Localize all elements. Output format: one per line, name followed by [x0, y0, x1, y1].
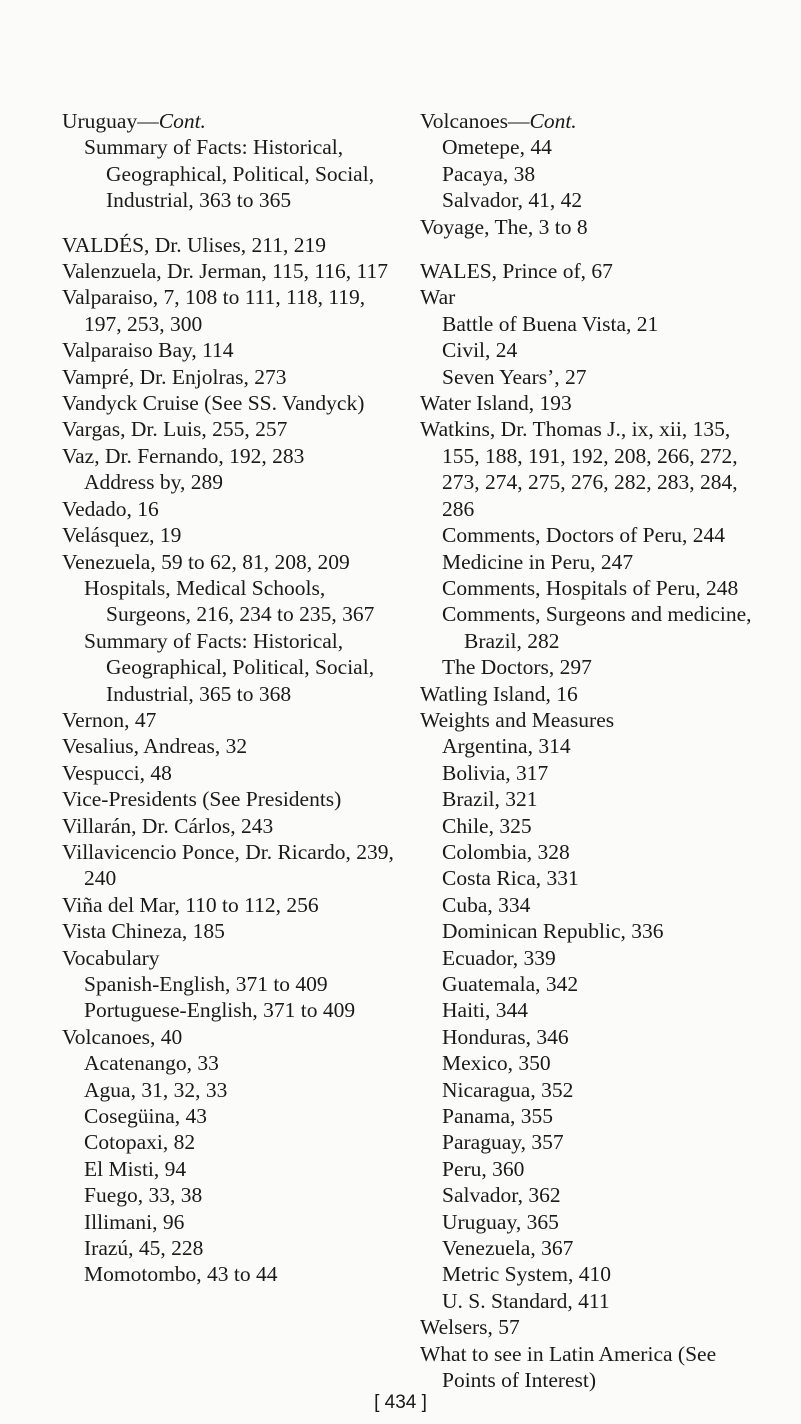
entry-text: The Doctors, 297: [442, 655, 592, 680]
entry-text: U. S. Standard, 411: [442, 1288, 610, 1313]
entry-text: Volcanoes, 40: [62, 1024, 183, 1049]
entry-text: Haiti, 344: [442, 998, 528, 1023]
index-subentry: [62, 1050, 402, 1076]
entry-text: Chile, 325: [442, 813, 532, 838]
entry-text: Argentina, 314: [442, 734, 571, 759]
entry-text: El Misti, 94: [84, 1156, 187, 1181]
entry-text: Medicine in Peru, 247: [442, 549, 634, 574]
index-subentry: [420, 813, 765, 839]
page-number-value: 434: [384, 1392, 417, 1413]
entry-text: Acatenango, 33: [84, 1051, 219, 1076]
entry-text: Bolivia, 317: [442, 760, 549, 785]
index-entry: [420, 390, 765, 416]
index-subentry: [62, 1235, 402, 1261]
entry-text: Momotombo, 43 to 44: [84, 1262, 278, 1287]
entry-text: Vandyck Cruise (See SS. Vandyck): [62, 391, 365, 416]
index-subentry: [62, 1077, 402, 1103]
index-entry: [420, 214, 765, 240]
entry-text: Watling Island, 16: [420, 681, 578, 706]
entry-text: Welsers, 57: [420, 1315, 520, 1340]
index-entry: [62, 918, 402, 944]
entry-text: Summary of Facts: Historical, Geographical, Political, Social, Industrial, 363 to 365: [84, 135, 375, 213]
entry-text: Ometepe, 44: [442, 135, 552, 160]
entry-text: Valenzuela, Dr. Jerman, 115, 116, 117: [62, 259, 388, 284]
index-entry: [62, 284, 402, 337]
index-entry: [62, 108, 402, 134]
index-subentry: [420, 760, 765, 786]
index-entry: [62, 945, 402, 971]
index-subentry: [420, 892, 765, 918]
index-subentry: [62, 1209, 402, 1235]
index-subentry: [62, 469, 402, 495]
index-subentry: [420, 364, 765, 390]
entry-text: Viña del Mar, 110 to 112, 256: [62, 892, 319, 917]
entry-text: Brazil, 321: [442, 787, 538, 812]
index-entry: [62, 1024, 402, 1050]
entry-text: Cuba, 334: [442, 892, 531, 917]
index-entry: [420, 1341, 765, 1394]
entry-text: Metric System, 410: [442, 1262, 611, 1287]
index-entry: [420, 108, 765, 134]
entry-text: Weights and Measures: [420, 707, 615, 732]
entry-text: Portuguese-English, 371 to 409: [84, 998, 356, 1023]
entry-text: WALES, Prince of, 67: [420, 259, 613, 284]
entry-text: Comments, Hospitals of Peru, 248: [442, 575, 739, 600]
index-subentry: [420, 1156, 765, 1182]
index-entry: [62, 707, 402, 733]
index-subentry: [420, 187, 765, 213]
entry-text: Comments, Doctors of Peru, 244: [442, 523, 726, 548]
index-subentry: [420, 1182, 765, 1208]
index-entry: [62, 416, 402, 442]
entry-text: Hospitals, Medical Schools, Surgeons, 216, 234 to 235, 367: [84, 575, 375, 627]
index-subentry: [420, 1261, 765, 1287]
entry-text: Costa Rica, 331: [442, 866, 579, 891]
entry-text: What to see in Latin America (See Points of Interest): [420, 1341, 717, 1393]
entry-text: Vice-Presidents (See Presidents): [62, 787, 342, 812]
entry-text: Ecuador, 339: [442, 945, 556, 970]
index-column-left: [62, 108, 402, 1288]
index-subentry: [62, 1156, 402, 1182]
entry-text: Mexico, 350: [442, 1051, 551, 1076]
index-subentry: [420, 733, 765, 759]
index-entry: [420, 707, 765, 733]
entry-text: Civil, 24: [442, 338, 518, 363]
entry-text: Dominican Republic, 336: [442, 919, 664, 944]
index-subentry: [420, 337, 765, 363]
entry-text: Illimani, 96: [84, 1209, 185, 1234]
entry-text: Summary of Facts: Historical, Geographical, Political, Social, Industrial, 365 to 368: [84, 628, 375, 706]
index-subentry: [420, 839, 765, 865]
index-subentry: [62, 971, 402, 997]
entry-text: Valparaiso, 7, 108 to 111, 118, 119, 197, 253, 300: [62, 285, 366, 336]
index-entry: [62, 390, 402, 416]
index-subentry: [420, 1103, 765, 1129]
index-entry: [62, 443, 402, 469]
entry-continued: Cont.: [158, 109, 206, 133]
entry-text: Vedado, 16: [62, 496, 159, 521]
index-subentry: [420, 575, 765, 601]
entry-text: Water Island, 193: [420, 391, 572, 416]
index-subentry: [420, 161, 765, 187]
index-entry: [62, 496, 402, 522]
index-subentry: [62, 575, 402, 628]
index-subentry: [420, 1209, 765, 1235]
entry-text: Irazú, 45, 228: [84, 1236, 204, 1261]
entry-text: Address by, 289: [84, 470, 223, 495]
index-subentry: [420, 1077, 765, 1103]
entry-text: Velásquez, 19: [62, 523, 182, 548]
index-subentry: [62, 1261, 402, 1287]
entry-text: Cosegüina, 43: [84, 1104, 208, 1129]
index-subentry: [420, 945, 765, 971]
entry-text: War: [420, 285, 456, 310]
index-entry: [62, 839, 402, 892]
index-entry: [62, 337, 402, 363]
entry-text: Peru, 360: [442, 1156, 525, 1181]
index-subentry: [420, 971, 765, 997]
entry-text: Colombia, 328: [442, 839, 570, 864]
entry-text: Paraguay, 357: [442, 1130, 564, 1155]
entry-text: Salvador, 362: [442, 1183, 561, 1208]
index-subentry: [420, 549, 765, 575]
index-subentry: [420, 786, 765, 812]
index-entry: [62, 786, 402, 812]
index-entry: [62, 549, 402, 575]
index-subentry: [62, 1129, 402, 1155]
entry-text: Vargas, Dr. Luis, 255, 257: [62, 417, 288, 442]
entry-text: Valparaiso Bay, 114: [62, 338, 234, 363]
index-subentry: [420, 1288, 765, 1314]
index-subentry: [420, 1024, 765, 1050]
entry-text: Spanish-English, 371 to 409: [84, 972, 328, 996]
entry-text: Villarán, Dr. Cárlos, 243: [62, 813, 274, 838]
index-subentry: [420, 601, 765, 654]
entry-text: Battle of Buena Vista, 21: [442, 311, 659, 336]
index-subentry: [420, 918, 765, 944]
entry-text: VALDÉS, Dr. Ulises, 211, 219: [62, 232, 326, 257]
index-subentry: [62, 134, 402, 213]
entry-text: Comments, Surgeons and medicine, Brazil, 282: [442, 602, 752, 653]
index-entry: [420, 258, 765, 284]
entry-text: Vernon, 47: [62, 707, 157, 732]
index-entry: [62, 892, 402, 918]
entry-text: Vaz, Dr. Fernando, 192, 283: [62, 443, 305, 468]
entry-text: Seven Years’, 27: [442, 364, 587, 389]
index-entry: [62, 813, 402, 839]
index-entry: [62, 364, 402, 390]
entry-text: Volcanoes—: [420, 109, 530, 133]
entry-text: Uruguay—: [62, 109, 159, 133]
index-entry: [420, 416, 765, 522]
index-entry: [420, 681, 765, 707]
entry-text: Vocabulary: [62, 945, 160, 970]
index-subentry: [420, 865, 765, 891]
page-number: [ 434 ]: [374, 1392, 427, 1413]
entry-text: Uruguay, 365: [442, 1209, 559, 1234]
index-subentry: [420, 997, 765, 1023]
index-entry: [420, 1314, 765, 1340]
index-subentry: [420, 522, 765, 548]
entry-text: Cotopaxi, 82: [84, 1130, 196, 1155]
entry-text: Venezuela, 367: [442, 1236, 574, 1261]
index-subentry: [420, 1235, 765, 1261]
entry-text: Vampré, Dr. Enjolras, 273: [62, 364, 287, 389]
entry-text: Pacaya, 38: [442, 161, 536, 186]
entry-text: Vista Chineza, 185: [62, 919, 225, 944]
index-column-right: [420, 108, 765, 1394]
index-entry: [420, 284, 765, 310]
entry-text: Venezuela, 59 to 62, 81, 208, 209: [62, 549, 350, 574]
entry-text: Honduras, 346: [442, 1024, 569, 1049]
entry-text: Vesalius, Andreas, 32: [62, 734, 248, 759]
entry-text: Fuego, 33, 38: [84, 1183, 203, 1208]
entry-text: Voyage, The, 3 to 8: [420, 214, 588, 239]
entry-text: Vespucci, 48: [62, 760, 172, 785]
index-subentry: [62, 1103, 402, 1129]
entry-text: Nicaragua, 352: [442, 1077, 574, 1102]
index-subentry: [62, 628, 402, 707]
entry-text: Panama, 355: [442, 1104, 554, 1129]
index-subentry: [420, 1050, 765, 1076]
entry-continued: Cont.: [529, 109, 577, 133]
entry-text: Guatemala, 342: [442, 972, 579, 996]
index-entry: [62, 760, 402, 786]
index-entry: [62, 258, 402, 284]
index-entry: [62, 522, 402, 548]
entry-text: Agua, 31, 32, 33: [84, 1077, 228, 1102]
index-subentry: [420, 1129, 765, 1155]
entry-text: Villavicencio Ponce, Dr. Ricardo, 239, 240: [62, 839, 394, 891]
index-subentry: [420, 311, 765, 337]
index-entry: [62, 232, 402, 258]
index-subentry: [62, 997, 402, 1023]
entry-text: Watkins, Dr. Thomas J., ix, xii, 135, 155, 188, 191, 192, 208, 266, 272, 273, 274, 275, 276, 282, 283, 284, 286: [420, 417, 738, 521]
index-subentry: [420, 654, 765, 680]
index-subentry: [62, 1182, 402, 1208]
entry-text: Salvador, 41, 42: [442, 188, 583, 213]
index-entry: [62, 733, 402, 759]
index-subentry: [420, 134, 765, 160]
